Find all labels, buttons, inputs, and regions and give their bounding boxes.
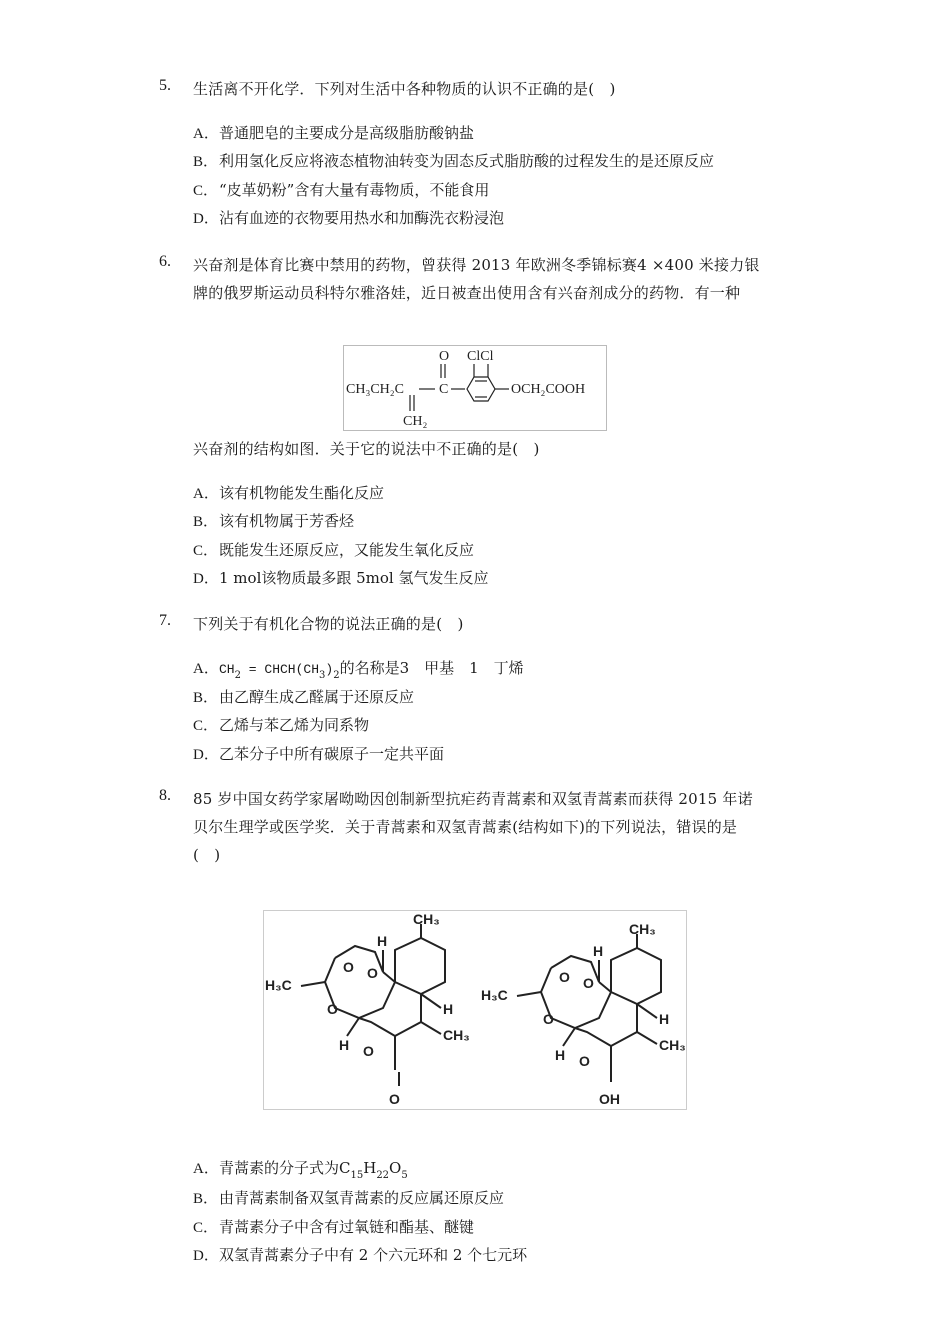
option-label: C． <box>193 718 219 734</box>
oxygen-label: O <box>363 1043 374 1059</box>
formula-part: CH <box>219 662 235 677</box>
bond <box>563 1028 575 1046</box>
oxygen-label: O <box>543 1011 554 1027</box>
oxygen-label: O <box>559 969 570 985</box>
question-stem-line-1: 85 岁中国女药学家屠呦呦因创制新型抗疟药青蒿素和双氢青蒿素而获得 2015 年诺 <box>193 790 753 808</box>
option-label: D． <box>193 211 219 227</box>
option-b[interactable] <box>193 150 714 171</box>
subscript: 3 <box>319 670 326 681</box>
option-label: D． <box>193 747 219 763</box>
carbonyl-oxygen-label: O <box>439 349 450 364</box>
option-a[interactable] <box>193 482 384 503</box>
question-stem-line-1: 兴奋剂是体育比赛中禁用的药物，曾获得 2013 年欧洲冬季锦标赛4 ×400 米接力银 <box>193 256 760 274</box>
bond <box>637 1032 657 1044</box>
stimulant-structure-figure <box>343 345 607 431</box>
option-label: B． <box>193 514 219 530</box>
artemisinin-molecule <box>265 911 470 1107</box>
option-label: C． <box>193 1220 219 1236</box>
methyl-label: H₃C <box>481 987 508 1003</box>
oxygen-label: O <box>327 1001 338 1017</box>
option-b[interactable] <box>193 1187 504 1208</box>
hydrogen-label: H <box>377 933 388 949</box>
subscript: 2 <box>234 670 241 681</box>
question-stem-line-2: 贝尔生理学或医学奖．关于青蒿素和双氢青蒿素(结构如下)的下列说法，错误的是 <box>193 818 738 836</box>
formula-part: H <box>363 1159 377 1177</box>
option-text: 该有机物属于芳香烃 <box>219 512 355 530</box>
hydroxyl-label: OH <box>599 1091 620 1107</box>
hydrogen-label: H <box>339 1037 350 1053</box>
option-text: 青蒿素分子中含有过氧链和酯基、醚键 <box>219 1218 475 1236</box>
artemisinin-structures-figure <box>263 910 687 1110</box>
question-stem-line-2: 牌的俄罗斯运动员科特尔雅洛娃，近日被查出使用含有兴奋剂成分的药物．有一种 <box>193 284 741 302</box>
bond <box>301 982 325 986</box>
option-label: C． <box>193 183 219 199</box>
question-stem-line-3: ( ) <box>193 846 221 864</box>
option-text: 青蒿素的分子式为C <box>219 1159 351 1177</box>
option-d[interactable] <box>193 207 504 228</box>
option-d[interactable] <box>193 567 489 588</box>
option-label: A． <box>193 661 219 677</box>
oxyacetic-acid-label: OCH₂COOH <box>511 382 586 397</box>
hydrogen-label: H <box>555 1047 566 1063</box>
formula-part: = CHCH(CH <box>240 662 319 677</box>
oxygen-label: O <box>389 1091 400 1107</box>
methyl-label: CH₃ <box>629 921 656 937</box>
option-text: 由青蒿素制备双氢青蒿素的反应属还原反应 <box>219 1189 505 1207</box>
ethyl-group-label: CH₃CH₂C <box>346 382 404 397</box>
option-text: 普通肥皂的主要成分是高级脂肪酸钠盐 <box>219 124 475 142</box>
option-label: A． <box>193 1161 219 1177</box>
question-number: 5. <box>159 77 171 94</box>
option-text: 既能发生还原反应，又能发生氧化反应 <box>219 541 475 559</box>
question-stem-line-3: 兴奋剂的结构如图．关于它的说法中不正确的是( ) <box>193 440 540 458</box>
methyl-label: H₃C <box>265 977 292 993</box>
question-stem: 生活离不开化学．下列对生活中各种物质的认识不正确的是( ) <box>193 80 616 98</box>
bond <box>517 992 541 996</box>
cyclohexane-ring <box>395 938 445 994</box>
cyclohexane-ring <box>611 948 661 1004</box>
option-c[interactable] <box>193 179 489 200</box>
methylene-label: CH₂ <box>403 414 428 429</box>
option-b[interactable] <box>193 510 354 531</box>
option-text: 双氢青蒿素分子中有 2 个六元环和 2 个七元环 <box>219 1246 528 1264</box>
bond <box>421 994 441 1008</box>
question-stem: 下列关于有机化合物的说法正确的是( ) <box>193 615 464 633</box>
option-label: B． <box>193 1191 219 1207</box>
bond <box>347 1018 359 1036</box>
option-text: 1 mol该物质最多跟 5mol 氢气发生反应 <box>219 569 489 587</box>
oxygen-label: O <box>579 1053 590 1069</box>
subscript: 5 <box>401 1170 408 1181</box>
option-a[interactable] <box>193 1157 408 1181</box>
option-text: 由乙醇生成乙醛属于还原反应 <box>219 688 415 706</box>
methyl-label: CH₃ <box>413 911 440 927</box>
hydrogen-label: H <box>593 943 604 959</box>
option-a[interactable] <box>193 657 524 681</box>
chlorine-labels: ClCl <box>467 349 494 364</box>
oxygen-label: O <box>583 975 594 991</box>
option-label: D． <box>193 571 219 587</box>
option-c[interactable] <box>193 1216 474 1237</box>
option-text: 利用氢化反应将液态植物油转变为固态反式脂肪酸的过程发生的是还原反应 <box>219 152 715 170</box>
formula-part: O <box>389 1159 402 1177</box>
option-b[interactable] <box>193 686 414 707</box>
option-label: B． <box>193 154 219 170</box>
methyl-label: CH₃ <box>659 1037 686 1053</box>
option-d[interactable] <box>193 743 444 764</box>
option-c[interactable] <box>193 539 474 560</box>
subscript: 15 <box>350 1170 364 1181</box>
bond <box>637 1004 657 1018</box>
dihydroartemisinin-molecule <box>481 921 686 1107</box>
question-number: 8. <box>159 787 171 804</box>
hydrogen-label: H <box>443 1001 454 1017</box>
option-d[interactable] <box>193 1244 527 1265</box>
oxygen-label: O <box>367 965 378 981</box>
option-a[interactable] <box>193 122 474 143</box>
subscript: 2 <box>333 670 340 681</box>
question-number: 6. <box>159 253 171 270</box>
oxygen-label: O <box>343 959 354 975</box>
bond <box>421 1022 441 1034</box>
option-text: 的名称是3 甲基 1 丁烯 <box>339 659 524 677</box>
formula-part: ) <box>325 662 334 677</box>
carbonyl-carbon-label: C <box>439 382 449 397</box>
methyl-label: CH₃ <box>443 1027 470 1043</box>
option-text: 沾有血迹的衣物要用热水和加酶洗衣粉浸泡 <box>219 209 505 227</box>
option-text: 乙烯与苯乙烯为同系物 <box>219 716 370 734</box>
option-text: 乙苯分子中所有碳原子一定共平面 <box>219 745 445 763</box>
option-label: C． <box>193 543 219 559</box>
option-label: D． <box>193 1248 219 1264</box>
subscript: 22 <box>376 1170 390 1181</box>
option-label: B． <box>193 690 219 706</box>
option-c[interactable] <box>193 714 369 735</box>
question-number: 7. <box>159 612 171 629</box>
option-text: “皮革奶粉”含有大量有毒物质，不能食用 <box>219 181 490 199</box>
option-label: A． <box>193 486 219 502</box>
hydrogen-label: H <box>659 1011 670 1027</box>
option-label: A． <box>193 126 219 142</box>
option-text: 该有机物能发生酯化反应 <box>219 484 385 502</box>
